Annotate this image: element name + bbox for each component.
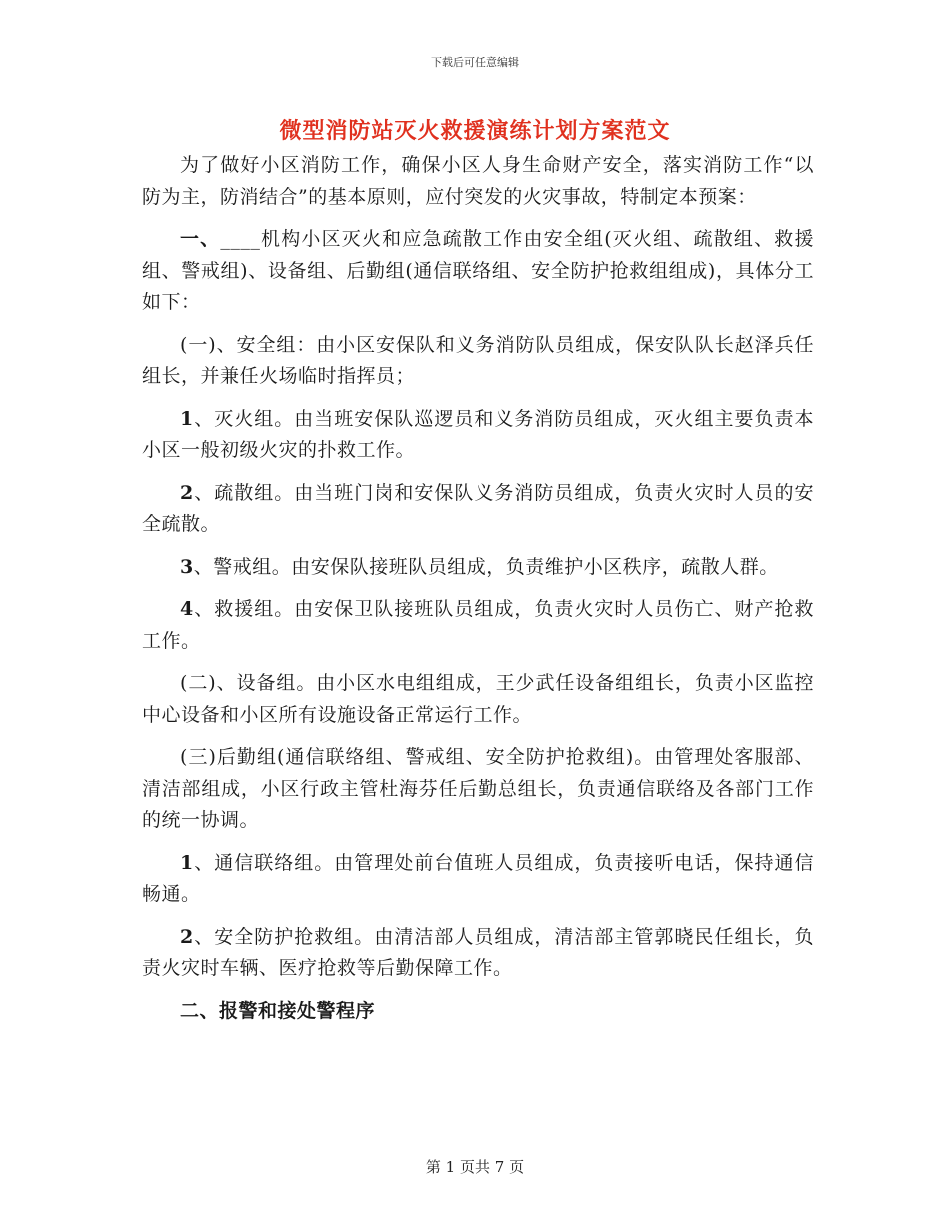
paragraph-number: 一、 bbox=[180, 228, 221, 250]
paragraph-guard-group bbox=[142, 552, 814, 584]
paragraph-number: 3 bbox=[180, 555, 194, 578]
paragraph-text: (三)后勤组(通信联络组、警戒组、安全防护抢救组)。由管理处客服部、清洁部组成，小区行政主管杜海芬任后勤总组长，负责通信联络及各部门工作的统一协调。 bbox=[142, 746, 814, 831]
document-title: 微型消防站灭火救援演练计划方案范文 bbox=[279, 118, 671, 144]
paragraph-text: ____机构小区灭火和应急疏散工作由安全组(灭火组、疏散组、救援组、警戒组)、设备组、后勤组(通信联络组、安全防护抢救组组成)，具体分工如下： bbox=[142, 228, 814, 313]
paragraph-evacuation-group bbox=[142, 478, 814, 541]
paragraph-text: (一)、安全组：由小区安保队和义务消防队员组成，保安队队长赵泽兵任组长，并兼任火场临时指挥员； bbox=[142, 333, 814, 387]
paragraph-number: 2 bbox=[180, 481, 194, 504]
paragraph-text: 、疏散组。由当班门岗和安保队义务消防员组成，负责火灾时人员的安全疏散。 bbox=[142, 481, 814, 535]
paragraph-text: 、警戒组。由安保队接班队员组成，负责维护小区秩序，疏散人群。 bbox=[193, 555, 779, 578]
paragraph-equipment-group bbox=[142, 668, 814, 731]
paragraph-fire-fighting-group bbox=[142, 404, 814, 467]
paragraph-text: 二、报警和接处警程序 bbox=[180, 999, 376, 1022]
paragraph-logistics-group bbox=[142, 742, 814, 837]
page-header-note: 下载后可任意编辑 bbox=[431, 56, 519, 69]
document-body bbox=[142, 150, 814, 1038]
paragraph-section-1 bbox=[142, 224, 814, 319]
paragraph-text: 、救援组。由安保卫队接班队员组成，负责火灾时人员伤亡、财产抢救工作。 bbox=[142, 598, 814, 652]
paragraph-rescue-group bbox=[142, 594, 814, 657]
paragraph-communication-group bbox=[142, 848, 814, 911]
paragraph-text: 、通信联络组。由管理处前台值班人员组成，负责接听电话，保持通信畅通。 bbox=[142, 851, 814, 905]
paragraph-number: 1 bbox=[180, 407, 194, 430]
paragraph-safety-group bbox=[142, 330, 814, 393]
paragraph-number: 1 bbox=[180, 851, 194, 874]
paragraph-intro bbox=[142, 150, 814, 213]
page-number-footer: 第 1 页共 7 页 bbox=[425, 1158, 525, 1176]
paragraph-text: 为了做好小区消防工作，确保小区人身生命财产安全，落实消防工作“以防为主，防消结合”的基本原则，应付突发的火灾事故，特制定本预案： bbox=[142, 154, 814, 208]
paragraph-text: (二)、设备组。由小区水电组组成，王少武任设备组组长，负责小区监控中心设备和小区所有设施设备正常运行工作。 bbox=[142, 672, 814, 726]
section-heading-2 bbox=[142, 996, 814, 1028]
paragraph-protection-group bbox=[142, 922, 814, 985]
paragraph-number: 2 bbox=[180, 925, 194, 948]
paragraph-text: 、灭火组。由当班安保队巡逻员和义务消防员组成，灭火组主要负责本小区一般初级火灾的扑救工作。 bbox=[142, 407, 814, 461]
paragraph-number: 4 bbox=[180, 598, 194, 620]
paragraph-text: 、安全防护抢救组。由清洁部人员组成，清洁部主管郭晓民任组长，负责火灾时车辆、医疗抢救等后勤保障工作。 bbox=[142, 925, 814, 979]
